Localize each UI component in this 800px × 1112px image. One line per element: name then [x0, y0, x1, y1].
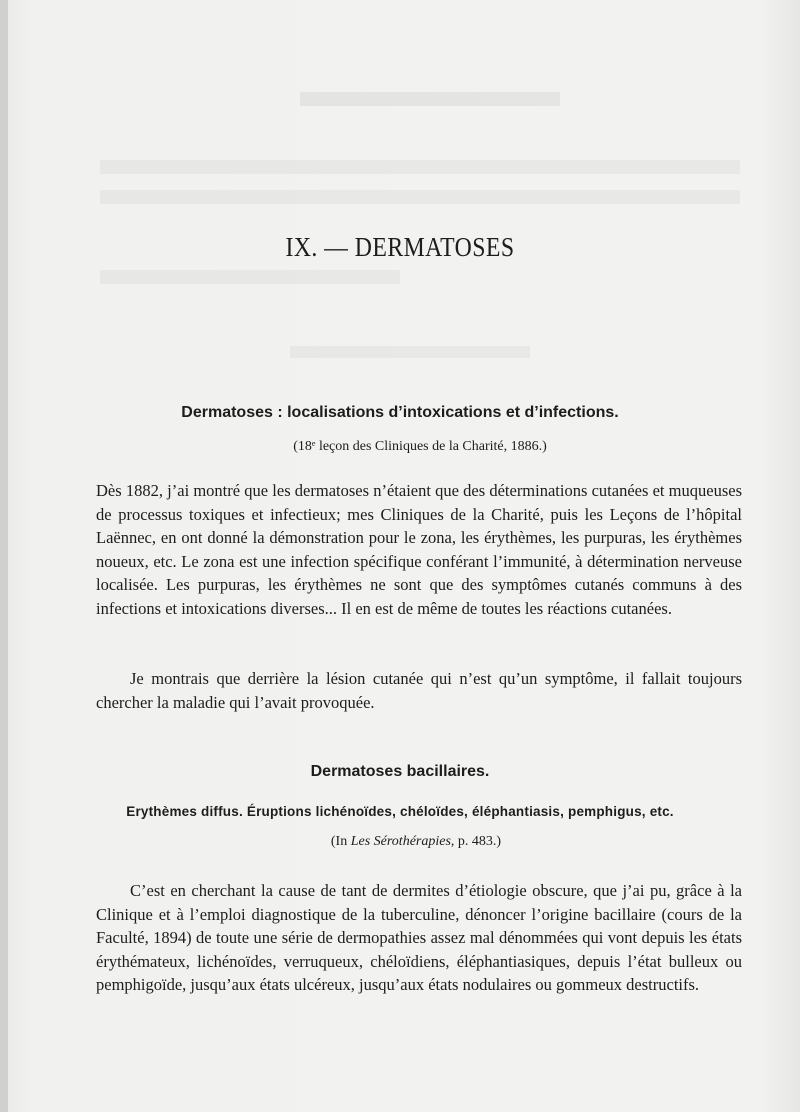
show-through-line [100, 160, 740, 174]
section-source-citation: (18ᵉ leçon des Cliniques de la Charité, 1886.) [293, 439, 547, 454]
body-paragraph: Je montrais que derrière la lésion cutanée qui n’est qu’un symptôme, il fallait toujours chercher la maladie qui l’avait provoquée. [96, 669, 742, 712]
source-book-title: Les Sérothérapies [350, 834, 451, 849]
section-heading-bacillaires: Dermatoses bacillaires. [310, 763, 490, 780]
section-subheading: Erythèmes diffus. Éruptions lichénoïdes, chéloïdes, éléphantiasis, pemphigus, etc. [126, 804, 674, 819]
page-edge-shadow [0, 0, 8, 1112]
chapter-title: IX. — DERMATOSES [285, 232, 515, 262]
section-heading-intoxications: Dermatoses : localisations d’intoxications et d’infections. [181, 404, 619, 421]
show-through-line [100, 270, 400, 284]
show-through-line [300, 92, 560, 106]
body-paragraph: Dès 1882, j’ai montré que les dermatoses n’étaient que des déterminations cutanées et muqueuses de processus toxiques et infectieux; mes Cliniques de la Charité, puis les Leçons de l’hôpital Laënnec, en ont donné la démonstration pour le zona, les érythèmes, les purpuras, les érythèmes noueux, etc. Le zona est une infection spécifique conférant l’immunité, à détermination nerveuse localisée. Les purpuras, les érythèmes ne sont que des symptômes cutanés communs à des infections et intoxications diverses... Il en est de même de toutes les réactions cutanées. [96, 481, 742, 618]
source-prefix: (In [330, 834, 351, 849]
show-through-line [100, 190, 740, 204]
source-suffix: , p. 483.) [450, 834, 502, 849]
body-paragraph: C’est en cherchant la cause de tant de dermites d’étiologie obscure, que j’ai pu, grâce à la Clinique et à l’emploi diagnostique de la tuberculine, dénoncer l’origine bacillaire (cours de la Faculté, 1894) de toute une série de dermopathies assez mal dénommées qui vont depuis les états érythémateux, lichénoïdes, verruqueux, chéloïdiens, éléphantiasiques, depuis l’état bulleux ou pemphigoïde, jusqu’aux états ulcéreux, jusqu’aux états nodulaires ou gommeux destructifs. [96, 881, 742, 994]
show-through-line [290, 346, 530, 358]
section-source-citation [16, 834, 800, 850]
